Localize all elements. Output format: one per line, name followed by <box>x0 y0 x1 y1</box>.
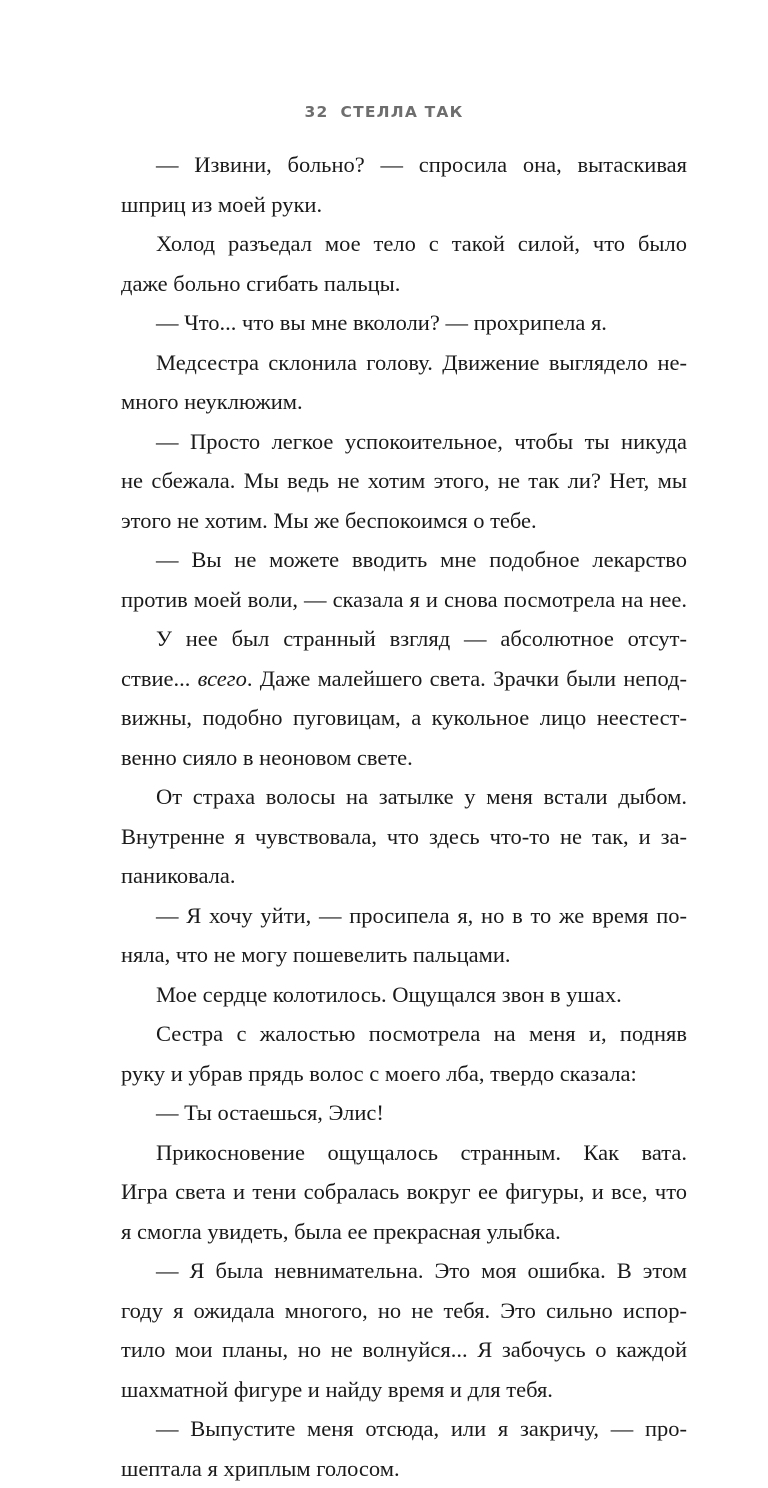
text-line: против моей воли, — сказала я и снова посмотрела на нее. <box>121 580 687 620</box>
page-number: 32 <box>305 103 329 121</box>
text-line: году я ожидала многого, но не тебя. Это сильно испор- <box>121 1291 687 1331</box>
text-line: — Я была невнимательна. Это моя ошибка. В этом <box>121 1251 687 1291</box>
text-line: руку и убрав прядь волос с моего лба, твердо сказала: <box>121 1054 687 1094</box>
text-line: — Ты остаешься, Элис! <box>121 1093 687 1133</box>
text-fragment: . Даже малейшего света. Зрачки были непод- <box>247 666 687 691</box>
text-line: Мое сердце колотилось. Ощущался звон в ушах. <box>121 975 687 1015</box>
text-line: Прикосновение ощущалось странным. Как вата. <box>121 1133 687 1173</box>
text-line: няла, что не могу пошевелить пальцами. <box>121 935 687 975</box>
text-line: много неуклюжим. <box>121 382 687 422</box>
text-line: Медсестра склонила голову. Движение выглядело не- <box>121 343 687 383</box>
text-line: шептала я хриплым голосом. <box>121 1449 687 1488</box>
text-line: я смогла увидеть, была ее прекрасная улыбка. <box>121 1212 687 1252</box>
text-line: Сестра с жалостью посмотрела на меня и, подняв <box>121 1014 687 1054</box>
emphasized-word: всего <box>198 666 247 691</box>
text-line: Игра света и тени собралась вокруг ее фигуры, и все, что <box>121 1172 687 1212</box>
text-line: даже больно сгибать пальцы. <box>121 264 687 304</box>
text-line: — Я хочу уйти, — просипела я, но в то же время по- <box>121 896 687 936</box>
text-line: — Что... что вы мне вкололи? — прохрипела я. <box>121 303 687 343</box>
text-line: Внутренне я чувствовала, что здесь что-то не так, и за- <box>121 817 687 857</box>
text-line: Холод разъедал мое тело с такой силой, что было <box>121 224 687 264</box>
running-head <box>0 103 768 121</box>
text-line: шахматной фигуре и найду время и для тебя. <box>121 1370 687 1410</box>
text-line: От страха волосы на затылке у меня встали дыбом. <box>121 777 687 817</box>
text-fragment: ствие... <box>121 666 190 691</box>
text-line: — Вы не можете вводить мне подобное лекарство <box>121 540 687 580</box>
text-line: этого не хотим. Мы же беспокоимся о тебе. <box>121 501 687 541</box>
text-line: — Просто легкое успокоительное, чтобы ты никуда <box>121 422 687 462</box>
text-line: паниковала. <box>121 856 687 896</box>
text-line: — Извини, больно? — спросила она, вытаскивая <box>121 145 687 185</box>
text-line: не сбежала. Мы ведь не хотим этого, не так ли? Нет, мы <box>121 461 687 501</box>
body-text <box>121 145 687 1488</box>
text-line: венно сияло в неоновом свете. <box>121 738 687 778</box>
text-line: — Выпустите меня отсюда, или я закричу, — про- <box>121 1409 687 1449</box>
text-line: вижны, подобно пуговицам, а кукольное лицо неестест- <box>121 698 687 738</box>
text-line: тило мои планы, но не волнуйся... Я забочусь о каждой <box>121 1330 687 1370</box>
text-line: У нее был странный взгляд — абсолютное отсут- <box>121 619 687 659</box>
text-line: шприц из моей руки. <box>121 185 687 225</box>
author-name: СТЕЛЛА ТАК <box>341 103 464 121</box>
text-line <box>121 659 687 699</box>
